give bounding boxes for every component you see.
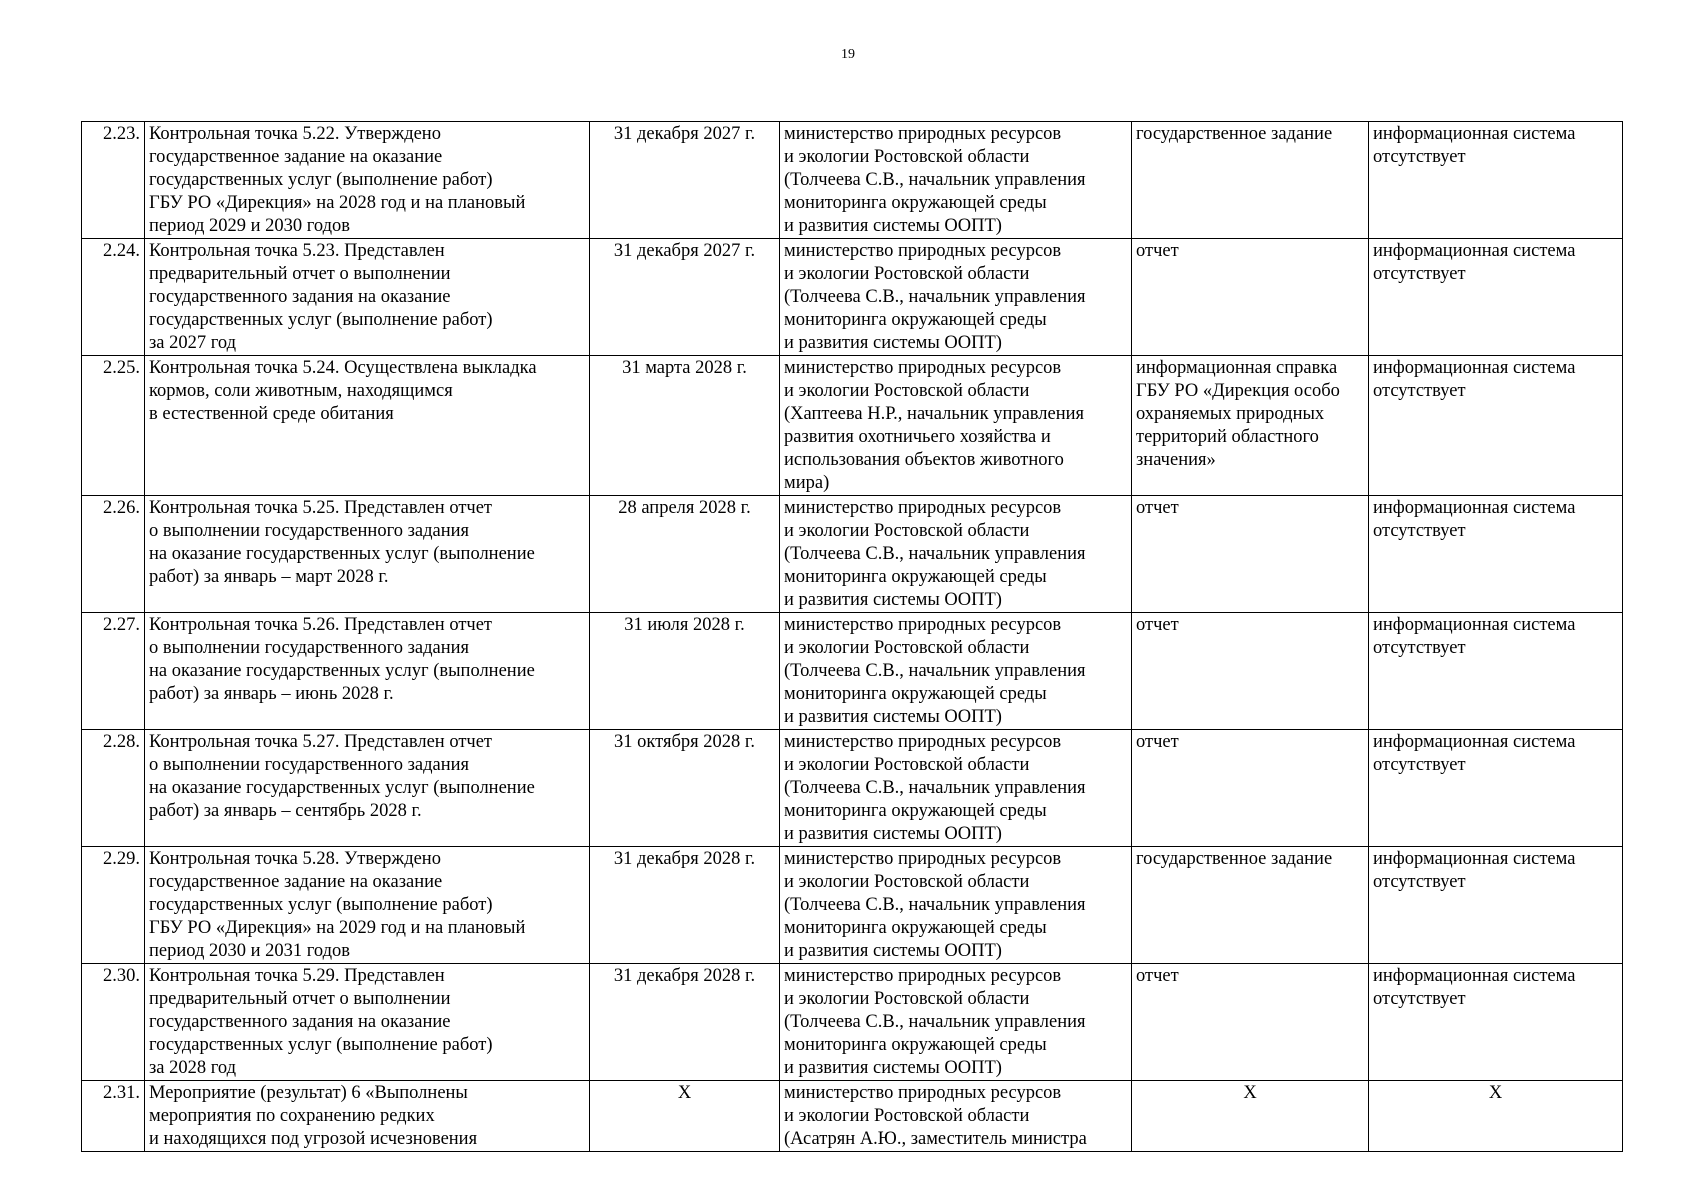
document-cell: отчет xyxy=(1132,730,1369,847)
date-cell: 28 апреля 2028 г. xyxy=(590,496,780,613)
table-row xyxy=(82,496,1623,613)
event-cell: Контрольная точка 5.26. Представлен отчет о выполнении государственного задания на оказание государственных услуг (выполнение работ) за январь – июнь 2028 г. xyxy=(145,613,590,730)
responsible-cell: министерство природных ресурсов и экологии Ростовской области (Толчеева С.В., начальник управления мониторинга окружающей среды и развития системы ООПТ) xyxy=(780,239,1132,356)
plan-table-body xyxy=(82,122,1623,1152)
date-cell: 31 декабря 2028 г. xyxy=(590,964,780,1081)
responsible-cell: министерство природных ресурсов и экологии Ростовской области (Толчеева С.В., начальник управления мониторинга окружающей среды и развития системы ООПТ) xyxy=(780,613,1132,730)
document-cell: государственное задание xyxy=(1132,122,1369,239)
date-cell: 31 декабря 2027 г. xyxy=(590,239,780,356)
event-cell: Контрольная точка 5.27. Представлен отчет о выполнении государственного задания на оказание государственных услуг (выполнение работ) за январь – сентябрь 2028 г. xyxy=(145,730,590,847)
responsible-cell: министерство природных ресурсов и экологии Ростовской области (Толчеева С.В., начальник управления мониторинга окружающей среды и развития системы ООПТ) xyxy=(780,496,1132,613)
document-cell: информационная справка ГБУ РО «Дирекция особо охраняемых природных территорий областного значения» xyxy=(1132,356,1369,496)
row-number: 2.31. xyxy=(82,1081,145,1152)
table-row xyxy=(82,613,1623,730)
table-row xyxy=(82,964,1623,1081)
system-cell: информационная система отсутствует xyxy=(1369,122,1623,239)
table-row xyxy=(82,1081,1623,1152)
event-cell: Контрольная точка 5.23. Представлен предварительный отчет о выполнении государственного задания на оказание государственных услуг (выполнение работ) за 2027 год xyxy=(145,239,590,356)
event-cell: Контрольная точка 5.22. Утверждено государственное задание на оказание государственных услуг (выполнение работ) ГБУ РО «Дирекция» на 2028 год и на плановый период 2029 и 2030 годов xyxy=(145,122,590,239)
date-cell: 31 декабря 2027 г. xyxy=(590,122,780,239)
date-cell: 31 декабря 2028 г. xyxy=(590,847,780,964)
responsible-cell: министерство природных ресурсов и экологии Ростовской области (Толчеева С.В., начальник управления мониторинга окружающей среды и развития системы ООПТ) xyxy=(780,847,1132,964)
row-number: 2.26. xyxy=(82,496,145,613)
row-number: 2.28. xyxy=(82,730,145,847)
date-cell: 31 июля 2028 г. xyxy=(590,613,780,730)
system-cell: информационная система отсутствует xyxy=(1369,496,1623,613)
table-row xyxy=(82,847,1623,964)
system-cell: информационная система отсутствует xyxy=(1369,730,1623,847)
row-number: 2.30. xyxy=(82,964,145,1081)
event-cell: Контрольная точка 5.28. Утверждено государственное задание на оказание государственных услуг (выполнение работ) ГБУ РО «Дирекция» на 2029 год и на плановый период 2030 и 2031 годов xyxy=(145,847,590,964)
system-cell: X xyxy=(1369,1081,1623,1152)
page-number: 19 xyxy=(841,47,855,62)
document-cell: отчет xyxy=(1132,496,1369,613)
responsible-cell: министерство природных ресурсов и экологии Ростовской области (Толчеева С.В., начальник управления мониторинга окружающей среды и развития системы ООПТ) xyxy=(780,964,1132,1081)
event-cell: Контрольная точка 5.25. Представлен отчет о выполнении государственного задания на оказание государственных услуг (выполнение работ) за январь – март 2028 г. xyxy=(145,496,590,613)
plan-table xyxy=(81,121,1623,1152)
document-cell: отчет xyxy=(1132,239,1369,356)
document-cell: отчет xyxy=(1132,613,1369,730)
table-row xyxy=(82,122,1623,239)
document-cell: X xyxy=(1132,1081,1369,1152)
event-cell: Контрольная точка 5.29. Представлен предварительный отчет о выполнении государственного задания на оказание государственных услуг (выполнение работ) за 2028 год xyxy=(145,964,590,1081)
table-row xyxy=(82,730,1623,847)
event-cell: Мероприятие (результат) 6 «Выполнены мероприятия по сохранению редких и находящихся под угрозой исчезновения xyxy=(145,1081,590,1152)
responsible-cell: министерство природных ресурсов и экологии Ростовской области (Хаптеева Н.Р., начальник управления развития охотничьего хозяйства и использования объектов животного мира) xyxy=(780,356,1132,496)
responsible-cell: министерство природных ресурсов и экологии Ростовской области (Асатрян А.Ю., заместитель министра xyxy=(780,1081,1132,1152)
system-cell: информационная система отсутствует xyxy=(1369,356,1623,496)
document-cell: отчет xyxy=(1132,964,1369,1081)
responsible-cell: министерство природных ресурсов и экологии Ростовской области (Толчеева С.В., начальник управления мониторинга окружающей среды и развития системы ООПТ) xyxy=(780,730,1132,847)
row-number: 2.25. xyxy=(82,356,145,496)
date-cell: 31 октября 2028 г. xyxy=(590,730,780,847)
system-cell: информационная система отсутствует xyxy=(1369,964,1623,1081)
row-number: 2.23. xyxy=(82,122,145,239)
event-cell: Контрольная точка 5.24. Осуществлена выкладка кормов, соли животным, находящимся в естественной среде обитания xyxy=(145,356,590,496)
responsible-cell: министерство природных ресурсов и экологии Ростовской области (Толчеева С.В., начальник управления мониторинга окружающей среды и развития системы ООПТ) xyxy=(780,122,1132,239)
table-row xyxy=(82,356,1623,496)
row-number: 2.27. xyxy=(82,613,145,730)
system-cell: информационная система отсутствует xyxy=(1369,847,1623,964)
row-number: 2.24. xyxy=(82,239,145,356)
row-number: 2.29. xyxy=(82,847,145,964)
date-cell: 31 марта 2028 г. xyxy=(590,356,780,496)
system-cell: информационная система отсутствует xyxy=(1369,613,1623,730)
document-cell: государственное задание xyxy=(1132,847,1369,964)
date-cell: X xyxy=(590,1081,780,1152)
system-cell: информационная система отсутствует xyxy=(1369,239,1623,356)
table-row xyxy=(82,239,1623,356)
